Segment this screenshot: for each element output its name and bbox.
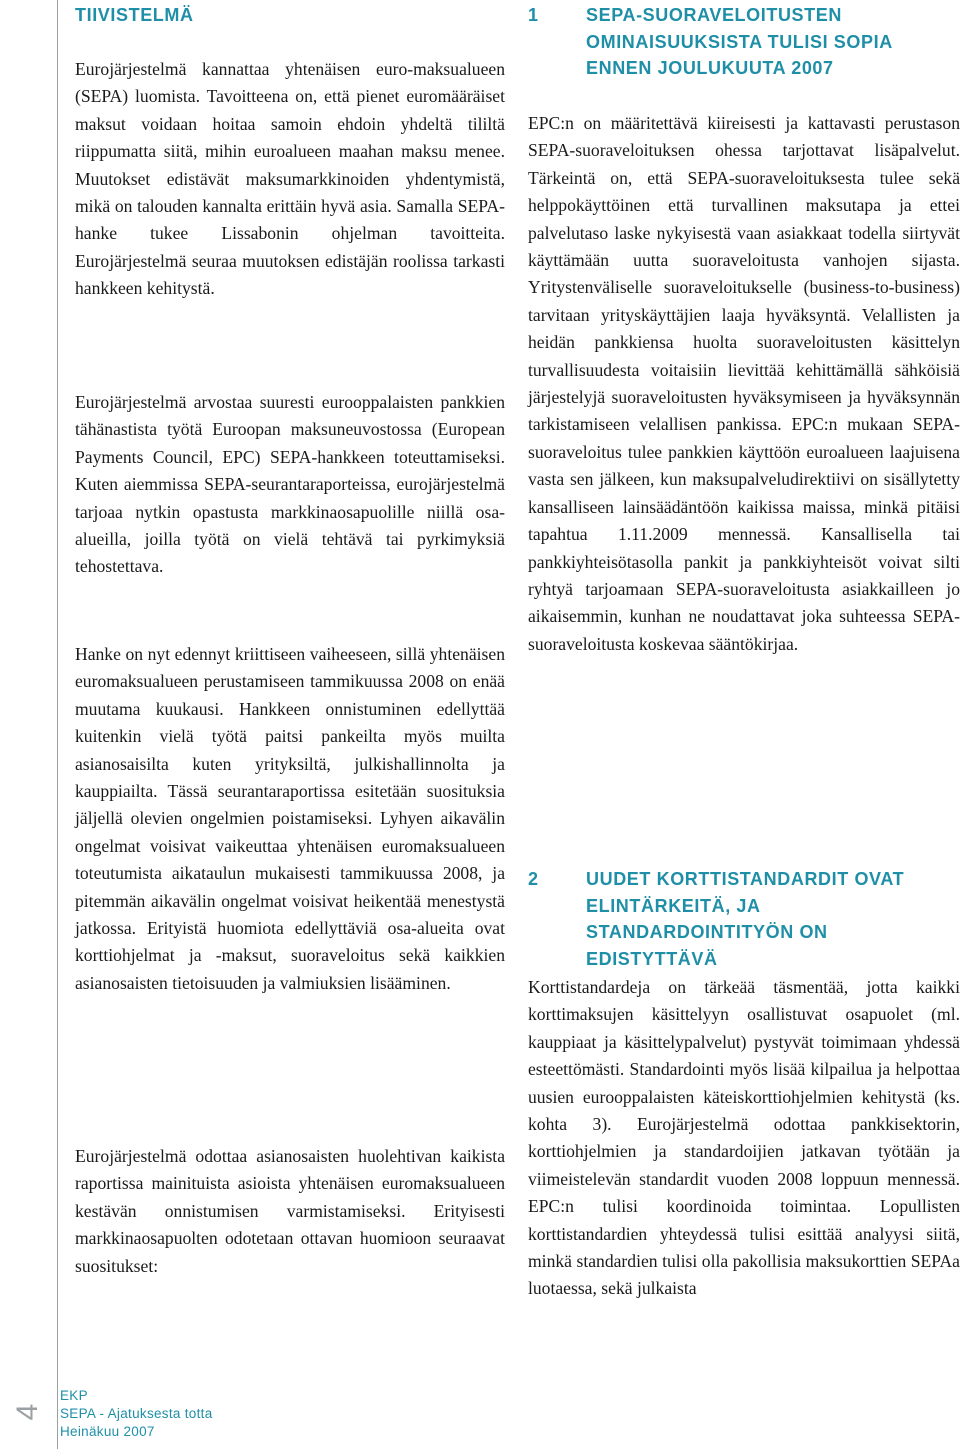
section-2-header [528, 866, 960, 972]
paragraph-4: Eurojärjestelmä odottaa asianosaisten huolehtivan kaikista raportissa mainituista asioista yhtenäisen euromaksualueen kestävän onnistumisen varmistamiseksi. Erityisesti markkinaosapuolten odotetaan ottavan huomioon seuraavat suositukset: [75, 1146, 505, 1276]
section-1-header [528, 2, 960, 82]
section-2-number: 2 [528, 869, 539, 889]
page-number: 4 [11, 1403, 44, 1421]
section-1-paragraph: EPC:n on määritettävä kiireisesti ja kattavasti perustason SEPA-suoraveloituksen ohessa tarjottavat lisäpalvelut. Tärkeintä on, että SEPA-suoraveloituksesta tulee sekä helppokäyttöinen että turvallinen maksutapa ja ettei palvelutaso laske nykyisestä vaan asiakkaat todella siirtyvät käyttämään uutta suoraveloitusta vanhojen sijasta. Yritystenväliselle suoraveloitukselle (business-to-business) tarvitaan yrityskäyttäjien laaja hyväksyntä. Velallisten ja heidän pankkiensa huolta suoraveloitusten käsittelyn turvallisuudesta voitaisiin lievittää kehittämällä sähköisiä järjestelyjä suoraveloitusten hyväksymiseen ja hyväksynnän tarkistamiseen velallisen pankissa. EPC:n mukaan SEPA-suoraveloitus tulee pankkien käyttöön euroalueen laajuisena vasta sen jälkeen, kun maksupalveludirektiivi on sisällytetty kansalliseen lainsäädäntöön kaikissa maissa, minkä pitäisi tapahtua 1.11.2009 mennessä. Kansallisella tai pankkiyhteisötasolla pankit ja pankkiyhteisöt voivat silti ryhtyä tarjoamaan SEPA-suoraveloitusta asiakkailleen jo aikaisemmin, kunhan ne noudattavat joka suhteessa SEPA-suoraveloitusta koskevaa sääntökirjaa. [528, 113, 960, 654]
page-footer [0, 1385, 300, 1449]
footer-publication: SEPA - Ajatuksesta totta [60, 1406, 213, 1421]
footer-publisher: EKP [60, 1388, 88, 1403]
margin-rule [57, 0, 58, 1449]
section-1-number: 1 [528, 5, 539, 25]
summary-heading: TIIVISTELMÄ [75, 5, 194, 25]
paragraph-2: Eurojärjestelmä arvostaa suuresti eurooppalaisten pankkien tähänastista työtä Euroopan maksuneuvostossa (European Payments Council, EPC) SEPA-hankkeen toteuttamiseksi. Kuten aiemmissa SEPA-seurantaraporteissa, eurojärjestelmä tarjoaa nytkin opastusta markkinaosapuolille niillä osa-alueilla, joilla työtä on vielä tehtävä tai pyrkimyksiä tehostettava. [75, 392, 505, 577]
footer-text [60, 1387, 213, 1441]
footer-date: Heinäkuu 2007 [60, 1424, 155, 1439]
section-1-title: SEPA-SUORAVELOITUSTEN OMINAISUUKSISTA TULISI SOPIA ENNEN JOULUKUUTA 2007 [586, 5, 893, 78]
section-2-title: UUDET KORTTISTANDARDIT OVAT ELINTÄRKEITÄ, JA STANDARDOINTITYÖN ON EDISTYTTÄVÄ [586, 869, 905, 969]
section-2-paragraph: Korttistandardeja on tärkeää täsmentää, jotta kaikki korttimaksujen käsittelyyn osallistuvat osapuolet (ml. kauppiaat ja käsittelypalvelut) pystyvät toimimaan yhdessä esteettömästi. Standardointi myös lisää kilpailua ja helpottaa uusien eurooppalaisten käteiskorttiohjelmien kehitystä (ks. kohta 3). Eurojärjestelmä odottaa pankkisektorin, korttiohjelmien ja standardoijien jatkavan työtään ja viimeistelevän standardit vuoden 2008 loppuun mennessä. EPC:n tulisi koordinoida toimintaa. Lopullisten korttistandardien yhteydessä tulisi esittää analyysi siitä, minkä standardien tulisi olla pakollisia maksukorttien SEPAa luotaessa, sekä julkaista [528, 977, 960, 1299]
paragraph-3: Hanke on nyt edennyt kriittiseen vaiheeseen, sillä yhtenäisen euromaksualueen perustamiseen tammikuussa 2008 on enää muutama kuukausi. Hankkeen onnistuminen edellyttää kuitenkin vielä työtä paitsi pankeilta myös muilta asianosaisilta kuten yrityksiltä, julkishallinnolta ja kauppiailta. Tässä seurantaraportissa esitetään suosituksia jäljellä olevien ongelmien poistamiseksi. Lyhyen aikavälin ongelmat voisivat vaikeuttaa yhtenäisen euromaksualueen toteutumista aikataulun mukaisesti tammikuussa 2008, ja pitemmän aikavälin ongelmat voisivat heikentää menestystä jatkossa. Erityistä huomiota edellyttäviä osa-alueita ovat korttiohjelmat ja -maksut, suoraveloitus sekä kaikkien asianosaisten tietoisuuden ja valmiuksien lisääminen. [75, 644, 505, 993]
paragraph-1: Eurojärjestelmä kannattaa yhtenäisen euro-maksualueen (SEPA) luomista. Tavoitteena on, että pienet euromääräiset maksut voidaan hoitaa samoin ehdoin yhdeltä tililtä riippumatta siitä, mihin euroalueen maahan maksu menee. Muutokset edistävät maksumarkkinoiden yhdentymistä, mikä on talouden kannalta erittäin hyvä asia. Samalla SEPA-hanke tukee Lissabonin ohjelman tavoitteita. Eurojärjestelmä seuraa muutoksen edistäjän roolissa tarkasti hankkeen kehitystä. [75, 59, 505, 299]
